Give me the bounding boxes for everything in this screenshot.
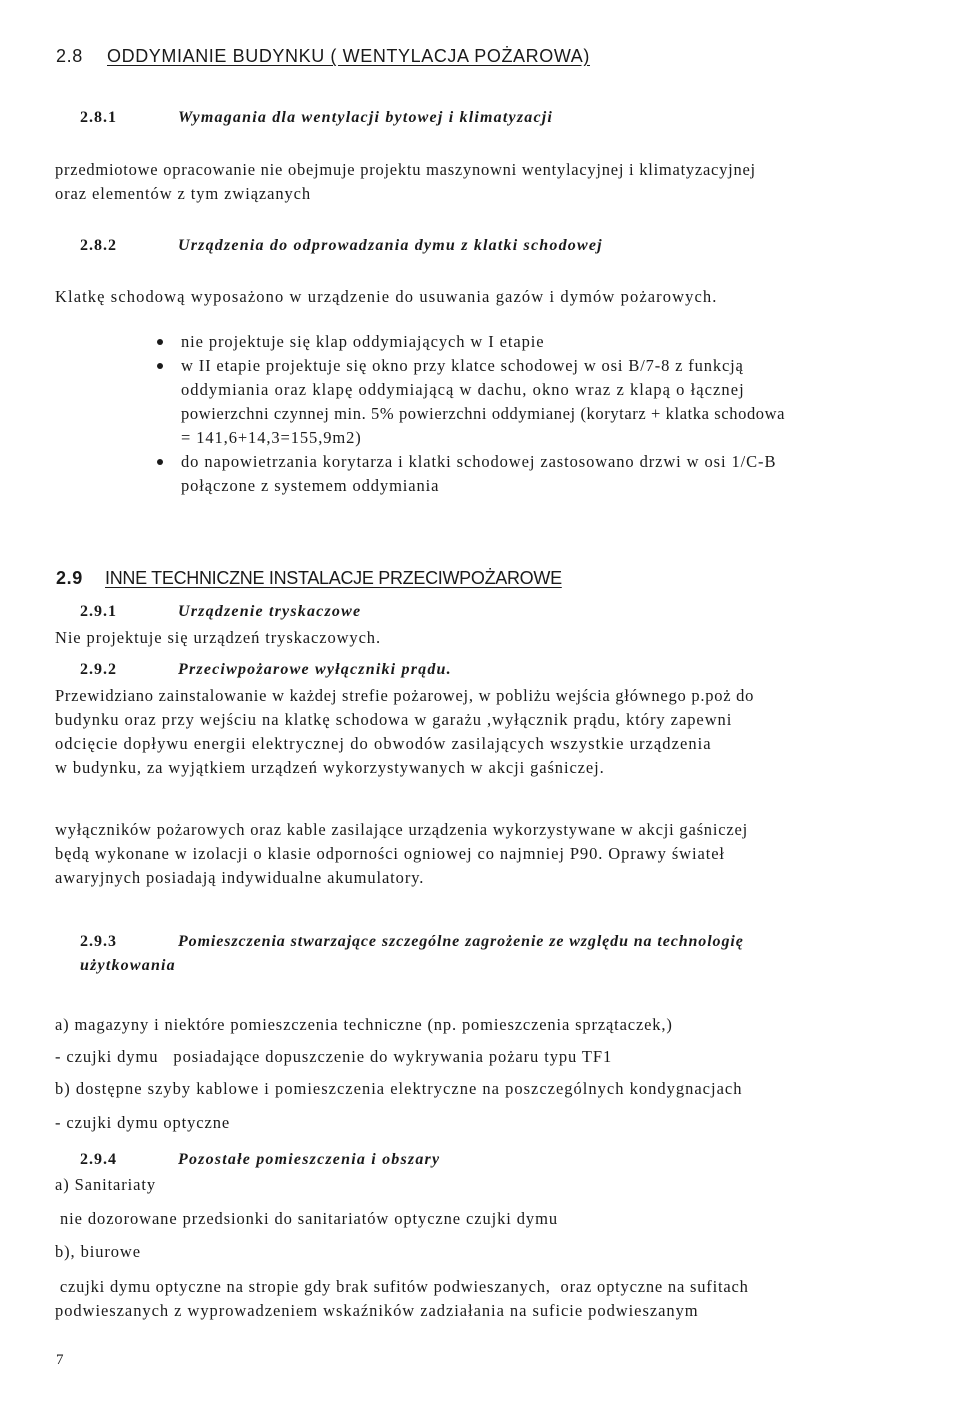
- section-2-8-2-intro: Klatkę schodową wyposażono w urządzenie do usuwania gazów i dymów pożarowych.: [55, 287, 718, 306]
- section-2-8-1-line: oraz elementów z tym związanych: [55, 184, 312, 203]
- section-2-9-3-number: 2.9.3: [80, 933, 117, 950]
- section-2-9-4-line: czujki dymu optyczne na stropie gdy brak sufitów podwieszanych, oraz optyczne na sufitach: [55, 1277, 749, 1296]
- section-2-9-3-line: a) magazyny i niektóre pomieszczenia techniczne (np. pomieszczenia sprzątaczek,): [55, 1015, 673, 1034]
- section-2-9-3-line: - czujki dymu optyczne: [55, 1113, 231, 1132]
- section-2-8-title: ODDYMIANIE BUDYNKU ( WENTYLACJA POŻAROWA): [107, 46, 590, 66]
- section-2-9-title: INNE TECHNICZNE INSTALACJE PRZECIWPOŻAROWE: [105, 568, 562, 588]
- section-2-9-2-para1: Przewidziano zainstalowanie w każdej strefie pożarowej, w pobliżu wejścia głównego p.poż do: [55, 686, 755, 705]
- section-2-8-2-title: Urządzenia do odprowadzania dymu z klatki schodowej: [178, 237, 603, 254]
- section-2-8-1-title: Wymagania dla wentylacji bytowej i klimatyzacji: [178, 109, 554, 126]
- section-2-9-2-para2: awaryjnych posiadają indywidualne akumulatory.: [55, 868, 425, 887]
- section-2-9-2-para1: odcięcie dopływu energii elektrycznej do obwodów zasilających wszystkie urządzenia: [55, 734, 712, 753]
- bullet-text: nie projektuje się klap oddymiających w I etapie: [181, 332, 545, 351]
- section-2-9-3-title: Pomieszczenia stwarzające szczególne zagrożenie ze względu na technologię: [178, 933, 744, 950]
- section-2-9-2-para1: w budynku, za wyjątkiem urządzeń wykorzystywanych w akcji gaśniczej.: [55, 758, 605, 777]
- bullet-text: oddymiania oraz klapę oddymiającą w dachu, okno wraz z klapą o łącznej: [181, 380, 745, 399]
- bullet-text: do napowietrzania korytarza i klatki schodowej zastosowano drzwi w osi 1/C-B: [181, 452, 777, 471]
- section-2-9-4-line: b), biurowe: [55, 1242, 141, 1261]
- section-2-9-3-line: b) dostępne szyby kablowe i pomieszczenia elektryczne na poszczególnych kondygnacjach: [55, 1079, 743, 1098]
- section-2-9-2-title: Przeciwpożarowe wyłączniki prądu.: [178, 661, 452, 678]
- section-2-9-2-para2: wyłączników pożarowych oraz kable zasilające urządzenia wykorzystywane w akcji gaśniczej: [55, 820, 748, 839]
- bullet-text: = 141,6+14,3=155,9m2): [181, 428, 362, 447]
- section-2-9-3-title: użytkowania: [80, 957, 176, 974]
- section-2-9-number: 2.9: [56, 568, 83, 588]
- section-2-8-number: 2.8: [56, 46, 83, 66]
- section-2-9-1-title: Urządzenie tryskaczowe: [178, 603, 362, 620]
- section-2-8-1-number: 2.8.1: [80, 109, 117, 126]
- section-2-9-1-number: 2.9.1: [80, 603, 117, 620]
- section-2-8-2-number: 2.8.2: [80, 237, 117, 254]
- bullet-point: [157, 459, 163, 465]
- section-2-9-4-number: 2.9.4: [80, 1151, 117, 1168]
- bullet-text: w II etapie projektuje się okno przy klatce schodowej w osi B/7-8 z funkcją: [181, 356, 744, 375]
- section-2-9-4-line: a) Sanitariaty: [55, 1175, 157, 1194]
- section-2-9-3-line: - czujki dymu posiadające dopuszczenie do wykrywania pożaru typu TF1: [55, 1047, 613, 1066]
- section-2-9-4-line: podwieszanych z wyprowadzeniem wskaźników zadziałania na suficie podwieszanym: [55, 1301, 699, 1320]
- section-2-9-1-line: Nie projektuje się urządzeń tryskaczowych.: [55, 628, 381, 647]
- section-2-9-2-para1: budynku oraz przy wejściu na klatkę schodowa w garażu ,wyłącznik prądu, który zapewni: [55, 710, 733, 729]
- section-2-9-4-line: nie dozorowane przedsionki do sanitariatów optyczne czujki dymu: [55, 1209, 558, 1228]
- section-2-9-2-number: 2.9.2: [80, 661, 117, 678]
- section-2-9-4-title: Pozostałe pomieszczenia i obszary: [178, 1151, 441, 1168]
- section-2-9-2-para2: będą wykonane w izolacji o klasie odporności ogniowej co najmniej P90. Oprawy świateł: [55, 844, 725, 863]
- section-2-8-1-line: przedmiotowe opracowanie nie obejmuje projektu maszynowni wentylacyjnej i klimatyzacyjnej: [55, 160, 756, 179]
- bullet-text: połączone z systemem oddymiania: [181, 476, 440, 495]
- bullet-text: powierzchni czynnej min. 5% powierzchni oddymianej (korytarz + klatka schodowa: [181, 404, 786, 423]
- bullet-point: [157, 339, 163, 345]
- page-number: 7: [56, 1352, 64, 1368]
- bullet-point: [157, 363, 163, 369]
